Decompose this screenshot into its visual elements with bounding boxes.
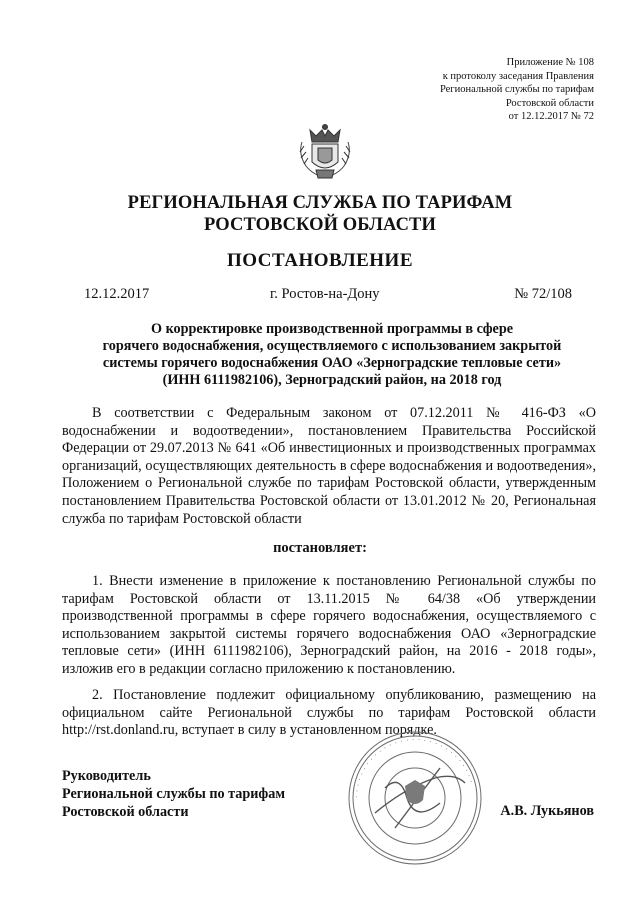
appendix-line: к протоколу заседания Правления — [442, 70, 594, 82]
subject-line: горячего водоснабжения, осуществляемого с использованием закрытой — [102, 337, 562, 354]
appendix-line: от 12.12.2017 № 72 — [508, 111, 594, 123]
preamble-paragraph: В соответствии с Федеральным законом от 07.12.2011 № 416-ФЗ «О водоснабжении и водоотведении», постановлением Правительства Российской Федерации от 29.07.2013 № 641 «Об инвестиционных и производственных программах организаций, осуществляющих деятельность в сфере водоснабжения и водоотведения», Положением о Региональной службе по тарифам Ростовской области, утвержденным постановлением Правительства Ростовской области от 13.01.2012 № 20, Региональная служба по тарифам Ростовской области — [62, 405, 596, 527]
svg-text:· · · · · · · · · · · · · · ·: · · · · · · · · · · · · · · · · · · · · · · · · · · · · · — [352, 735, 475, 799]
document-type: ПОСТАНОВЛЕНИЕ — [226, 250, 414, 271]
organization-title-line: РОСТОВСКОЙ ОБЛАСТИ — [204, 215, 436, 235]
signatory-position — [62, 767, 285, 821]
decrees-heading: постановляет: — [273, 540, 367, 556]
appendix-line: Региональной службы по тарифам — [439, 84, 594, 96]
signatory-position-line: Региональной службы по тарифам — [62, 786, 286, 802]
subject-line: системы горячего водоснабжения ОАО «Зерноградские тепловые сети» — [102, 354, 562, 371]
coat-of-arms-icon — [296, 122, 354, 182]
subject-line: О корректировке производственной программы в сфере — [150, 321, 514, 337]
document-subject — [62, 321, 602, 389]
organization-title-line: РЕГИОНАЛЬНАЯ СЛУЖБА ПО ТАРИФАМ — [127, 193, 513, 213]
subject-line: (ИНН 6111982106), Зерноградский район, на 2018 год — [162, 371, 502, 388]
item-1-paragraph: 1. Внести изменение в приложение к постановлению Региональной службы по тарифам Ростовской области от 13.11.2015 № 64/38 «Об утверждении производственной программы в сфере горячего водоснабжения, осуществляемого с использованием закрытой системы горячего водоснабжения ОАО «Зерноградские тепловые сети» (ИНН 6111982106), Зерноградский район, на 2016 - 2018 годы», изложив его в редакции согласно приложению к постановлению. — [62, 573, 596, 677]
signatory-position-line: Руководитель — [62, 768, 151, 784]
official-seal-icon — [345, 728, 485, 868]
document-date: 12.12.2017 — [84, 286, 150, 302]
document-number: № 72/108 — [514, 286, 572, 302]
appendix-note — [440, 56, 594, 124]
item-2-paragraph: 2. Постановление подлежит официальному опубликованию, размещению на официальном сайте Региональной службы по тарифам Ростовской области http://rst.donland.ru, вступает в силу в установленном порядке. — [62, 687, 596, 739]
appendix-line: Приложение № 108 — [506, 57, 594, 68]
organization-title — [0, 192, 640, 236]
document-city: г. Ростов-на-Дону — [270, 286, 380, 302]
appendix-line: Ростовской области — [505, 97, 594, 109]
signatory-position-line: Ростовской области — [62, 804, 189, 820]
signatory-name: А.В. Лукьянов — [500, 803, 594, 819]
